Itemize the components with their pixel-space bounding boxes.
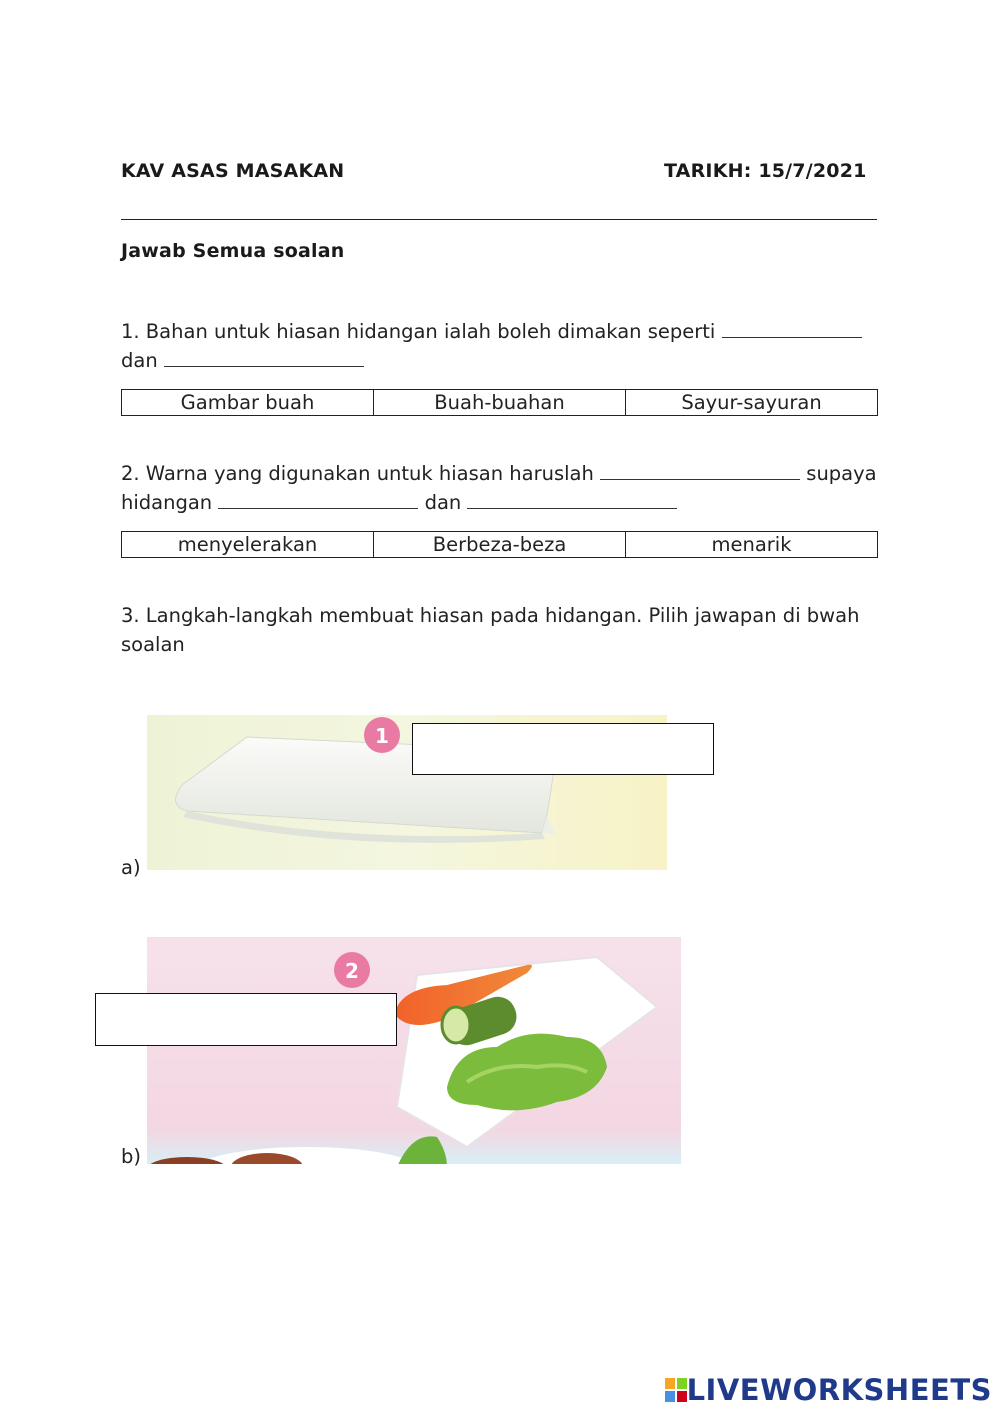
date-label: TARIKH: 15/7/2021 — [664, 160, 867, 182]
q1-option[interactable]: Sayur-sayuran — [626, 390, 878, 416]
liveworksheets-logo-icon — [665, 1378, 687, 1402]
q1-option[interactable]: Gambar buah — [122, 390, 374, 416]
q2-options — [121, 531, 878, 558]
vegetable-plate-illustration — [147, 937, 681, 1164]
q2-text: 2. Warna yang digunakan untuk hiasan haruslah — [121, 462, 594, 485]
q2-option[interactable]: Berbeza-beza — [374, 532, 626, 558]
q1-blank-2[interactable] — [164, 348, 364, 367]
question-1 — [121, 317, 881, 375]
step-b-label: b) — [121, 1145, 141, 1168]
question-2 — [121, 459, 881, 517]
q1-blank-1[interactable] — [722, 319, 862, 338]
q2-hidangan: hidangan — [121, 491, 213, 514]
instruction: Jawab Semua soalan — [121, 240, 345, 262]
q2-blank-3[interactable] — [467, 490, 677, 509]
q2-option[interactable]: menyelerakan — [122, 532, 374, 558]
q1-option[interactable]: Buah-buahan — [374, 390, 626, 416]
q2-blank-1[interactable] — [600, 461, 800, 480]
q2-blank-2[interactable] — [218, 490, 418, 509]
question-3: 3. Langkah-langkah membuat hiasan pada hidangan. Pilih jawapan di bwah soalan — [121, 604, 860, 656]
step-a-label: a) — [121, 856, 141, 879]
header-divider — [121, 219, 877, 220]
liveworksheets-logo — [665, 1373, 992, 1407]
q1-options — [121, 389, 878, 416]
step-badge-2-text: 2 — [345, 959, 359, 983]
subject-title: KAV ASAS MASAKAN — [121, 160, 345, 182]
q2-dan: dan — [424, 491, 462, 514]
liveworksheets-logo-text: LIVEWORKSHEETS — [686, 1373, 992, 1407]
step-badge-1-text: 1 — [375, 724, 389, 748]
q2-supaya: supaya — [806, 462, 877, 485]
q1-dan: dan — [121, 349, 158, 372]
answer-box-a[interactable] — [412, 723, 714, 775]
step-2-image — [147, 937, 681, 1164]
q2-option[interactable]: menarik — [626, 532, 878, 558]
q1-text: 1. Bahan untuk hiasan hidangan ialah boleh dimakan seperti — [121, 320, 716, 343]
answer-box-b[interactable] — [95, 993, 397, 1046]
